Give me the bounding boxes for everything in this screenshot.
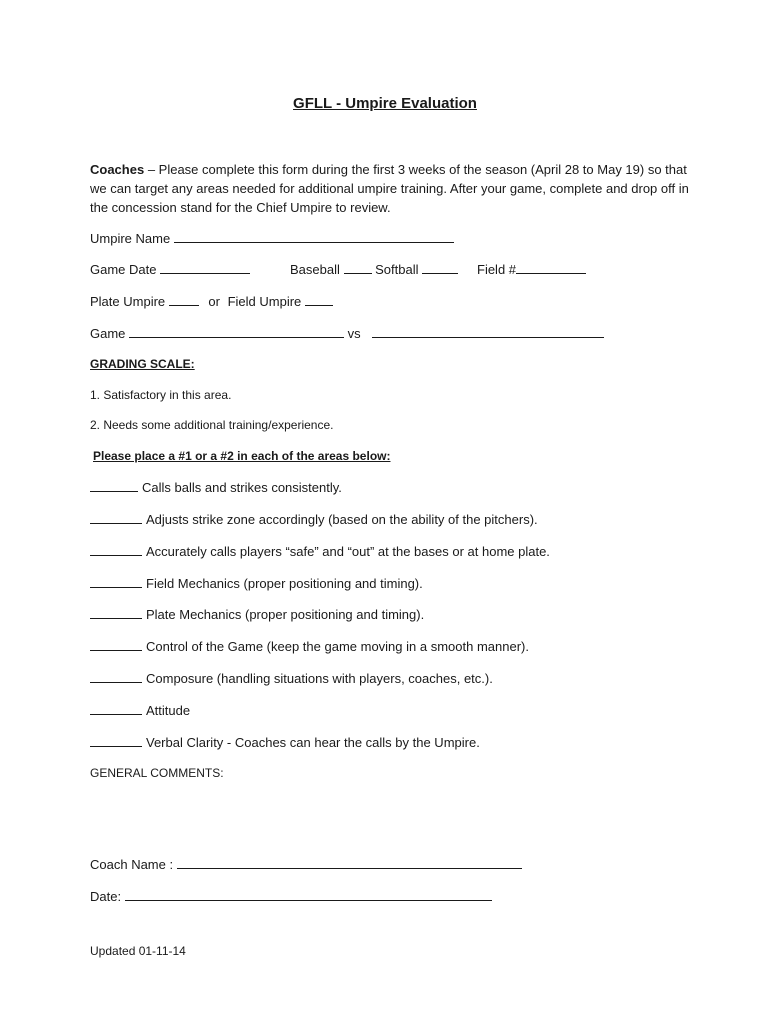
criteria-item — [90, 638, 529, 654]
scale-item-1: 1. Satisfactory in this area. — [90, 388, 232, 402]
criteria-item — [90, 575, 423, 591]
criteria-item — [90, 606, 424, 622]
umpire-name-row — [90, 230, 454, 246]
criteria-item — [90, 511, 538, 527]
criteria-item — [90, 670, 493, 686]
criteria-grade-input-4[interactable] — [90, 575, 142, 588]
date-label: Date: — [90, 889, 122, 904]
field-umpire-input-line[interactable] — [305, 293, 333, 306]
general-comments-area[interactable] — [90, 786, 690, 846]
sport-type-row — [290, 261, 458, 277]
criteria-text: Accurately calls players “safe” and “out” at the bases or at home plate. — [146, 544, 550, 559]
criteria-text: Control of the Game (keep the game moving in a smooth manner). — [146, 639, 529, 654]
grading-scale-heading: GRADING SCALE: — [90, 357, 195, 371]
umpire-position-row — [90, 293, 333, 309]
field-umpire-label: Field Umpire — [227, 294, 302, 309]
criteria-item — [90, 734, 480, 750]
criteria-text: Attitude — [146, 703, 191, 718]
criteria-text: Field Mechanics (proper positioning and timing). — [146, 576, 423, 591]
coach-name-label: Coach Name : — [90, 857, 174, 872]
umpire-name-label: Umpire Name — [90, 231, 171, 246]
vs-label: vs — [347, 326, 361, 341]
game-date-label: Game Date — [90, 262, 157, 277]
game-label: Game — [90, 326, 126, 341]
criteria-grade-input-3[interactable] — [90, 543, 142, 556]
updated-footer: Updated 01-11-14 — [90, 944, 186, 958]
general-comments-label: GENERAL COMMENTS: — [90, 766, 224, 780]
criteria-item — [90, 479, 342, 495]
criteria-grade-input-9[interactable] — [90, 734, 142, 747]
field-number-row — [477, 261, 586, 277]
umpire-name-input-line[interactable] — [174, 230, 454, 243]
plate-umpire-label: Plate Umpire — [90, 294, 166, 309]
criteria-text: Calls balls and strikes consistently. — [142, 480, 342, 495]
intro-lead: Coaches — [90, 162, 145, 177]
date-input-line[interactable] — [125, 888, 492, 901]
field-number-label: Field # — [477, 262, 517, 277]
coach-name-input-line[interactable] — [177, 856, 522, 869]
criteria-text: Plate Mechanics (proper positioning and timing). — [146, 607, 425, 622]
criteria-grade-input-8[interactable] — [90, 702, 142, 715]
coach-name-row — [90, 856, 522, 872]
baseball-label: Baseball — [290, 262, 340, 277]
plate-umpire-input-line[interactable] — [169, 293, 199, 306]
softball-input-line[interactable] — [422, 261, 458, 274]
baseball-input-line[interactable] — [344, 261, 372, 274]
away-team-input-line[interactable] — [372, 325, 604, 338]
criteria-grade-input-1[interactable] — [90, 479, 138, 492]
page-title: GFLL - Umpire Evaluation — [293, 95, 477, 112]
criteria-grade-input-5[interactable] — [90, 606, 142, 619]
game-date-input-line[interactable] — [160, 261, 250, 274]
criteria-grade-input-2[interactable] — [90, 511, 142, 524]
intro-paragraph — [90, 160, 700, 217]
date-row — [90, 888, 492, 904]
grading-instruction: Please place a #1 or a #2 in each of the areas below: — [93, 449, 391, 463]
criteria-grade-input-7[interactable] — [90, 670, 142, 683]
softball-label: Softball — [375, 262, 419, 277]
or-label: or — [208, 294, 220, 309]
game-teams-row — [90, 325, 604, 341]
intro-text: – Please complete this form during the first 3 weeks of the season (April 28 to May 19) so that we can target any areas needed for additional umpire training. After your game, complete and drop off in the concession stand for the Chief Umpire to review. — [90, 162, 689, 215]
criteria-text: Adjusts strike zone accordingly (based on the ability of the pitchers). — [146, 512, 538, 527]
criteria-text: Verbal Clarity - Coaches can hear the calls by the Umpire. — [146, 735, 480, 750]
field-number-input-line[interactable] — [516, 261, 586, 274]
game-date-row — [90, 261, 250, 277]
home-team-input-line[interactable] — [129, 325, 344, 338]
criteria-text: Composure (handling situations with players, coaches, etc.). — [146, 671, 493, 686]
criteria-grade-input-6[interactable] — [90, 638, 142, 651]
criteria-item — [90, 702, 190, 718]
scale-item-2: 2. Needs some additional training/experience. — [90, 418, 334, 432]
criteria-item — [90, 543, 550, 559]
